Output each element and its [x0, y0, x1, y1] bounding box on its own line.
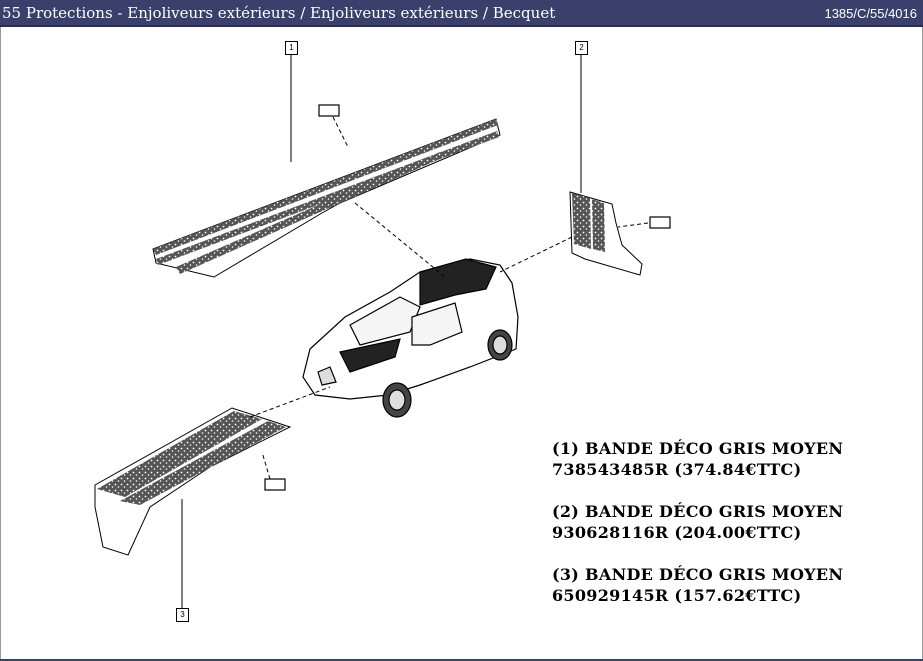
part-2-quarter-panel [570, 52, 642, 275]
title-bar [0, 0, 923, 27]
part-reference: 650929145R (157.62€TTC) [552, 586, 802, 605]
page-title: 55 Protections - Enjoliveurs extérieurs / Enjoliveurs extérieurs / Becquet [2, 4, 556, 22]
part-reference: 930628116R (204.00€TTC) [552, 523, 802, 542]
part-3-stripe-panel [95, 408, 290, 609]
part-label: (2) BANDE DÉCO GRIS MOYEN [552, 502, 844, 521]
car-illustration [303, 259, 518, 417]
part-reference: 738543485R (374.84€TTC) [552, 460, 802, 479]
part-label: (1) BANDE DÉCO GRIS MOYEN [552, 439, 844, 458]
part-entry-3 [552, 564, 843, 606]
callout-3: 3 [176, 608, 189, 622]
callout-2: 2 [575, 41, 588, 55]
part-label: (3) BANDE DÉCO GRIS MOYEN [552, 565, 844, 584]
part-entry-1 [552, 438, 843, 480]
reference-code: 1385/C/55/4016 [824, 6, 917, 21]
part-1-stripe-panel [153, 52, 500, 277]
callout-1: 1 [285, 41, 298, 55]
part-entry-2 [552, 501, 843, 543]
parts-list [552, 438, 843, 627]
